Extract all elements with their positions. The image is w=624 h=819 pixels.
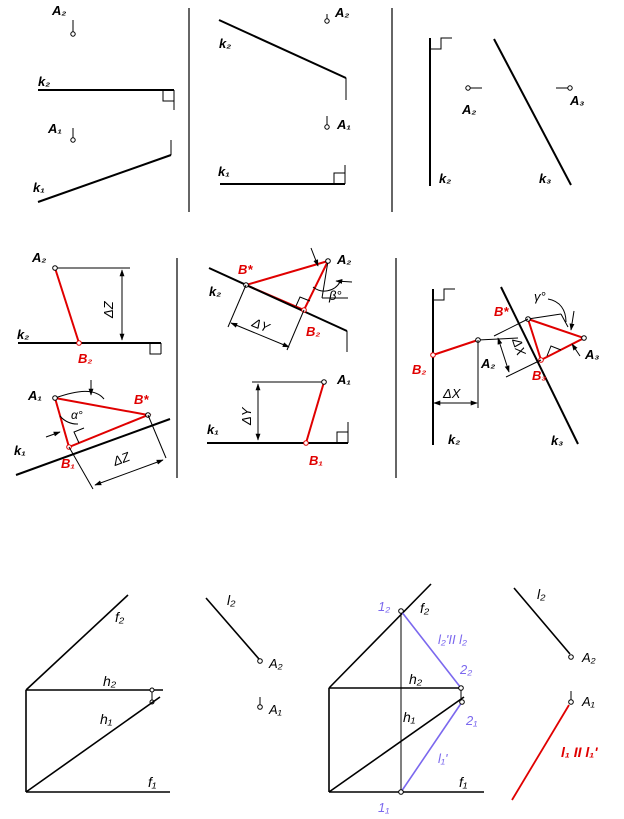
label-B3: B₃ <box>532 368 547 383</box>
label-B2: B₂ <box>412 362 427 377</box>
label-k1: k₁ <box>207 422 219 437</box>
point-A2 <box>258 659 263 664</box>
panel-bottom-2 <box>206 592 283 717</box>
label-B1: B₁ <box>61 456 75 471</box>
point-A2 <box>53 266 58 271</box>
label-A3: A₃ <box>570 93 585 108</box>
point-B2 <box>431 353 436 358</box>
label-A1: A₁ <box>337 372 351 387</box>
point-A1 <box>569 700 574 705</box>
label-A2: A₂ <box>582 650 596 665</box>
label-2-1: 2₁ <box>466 713 478 728</box>
label-k1: k₁ <box>218 164 230 179</box>
label-gamma: γ° <box>534 289 546 304</box>
arrow-gamma-top <box>571 311 574 330</box>
point-1-1 <box>399 790 404 795</box>
label-B2: B₂ <box>78 351 93 366</box>
label-dX-side: ΔX <box>509 336 529 358</box>
arrow-gamma-bottom <box>572 344 580 356</box>
line-k1 <box>38 155 171 202</box>
label-1-1: 1₁ <box>378 800 390 815</box>
panel-mid-3 <box>412 287 599 448</box>
panel-top-3 <box>430 38 584 186</box>
panel-top-1 <box>33 3 174 202</box>
label-A2: A₂ <box>481 356 496 371</box>
triangle-Bstar-A3-B3 <box>528 319 584 360</box>
point-A2 <box>71 32 75 36</box>
label-l1-prime: l₁' <box>438 751 448 766</box>
label-A3: A₃ <box>585 347 600 362</box>
point-A1 <box>325 125 329 129</box>
label-dZ-top: ΔZ <box>110 449 132 469</box>
extension-B2 <box>287 310 304 350</box>
label-f2: f₂ <box>115 609 125 625</box>
label-A2: A₂ <box>269 656 283 671</box>
label-k2: k₂ <box>439 171 452 186</box>
label-1-2: 1₂ <box>378 599 391 614</box>
label-A2: A₂ <box>335 5 350 20</box>
segment-A1B1 <box>306 382 324 443</box>
arrow-beta-top <box>311 248 318 266</box>
label-Bstar: B* <box>238 262 253 277</box>
arrow-beta-right <box>336 281 352 282</box>
extension-Bstar <box>228 285 246 327</box>
label-k1: k₁ <box>14 443 26 458</box>
point-A1 <box>71 138 75 142</box>
segment-A2B2 <box>55 268 79 343</box>
label-dZ-front: ΔZ <box>101 301 116 318</box>
label-h1: h₁ <box>403 709 416 725</box>
label-2-2: 2₂ <box>460 662 473 677</box>
label-l2-parallel: l₂'II l₂ <box>438 632 468 647</box>
label-B1: B₁ <box>309 453 323 468</box>
label-l2: l₂ <box>537 586 546 602</box>
label-k2: k₂ <box>219 36 232 51</box>
point-A1 <box>322 380 327 385</box>
point-A3 <box>568 86 572 90</box>
angle-alpha-arc-outer <box>55 391 104 399</box>
point-2-1 <box>460 700 465 705</box>
gamma-base <box>528 314 561 319</box>
point-1-2 <box>399 609 404 614</box>
point-B2 <box>77 341 82 346</box>
label-h2: h₂ <box>409 671 423 687</box>
label-k3: k₃ <box>551 433 564 448</box>
line-k2 <box>219 20 346 78</box>
label-f1: f₁ <box>148 774 157 790</box>
label-A2: A₂ <box>337 252 352 267</box>
line-h1 <box>26 697 160 792</box>
point-A2 <box>466 86 470 90</box>
label-A2: A₂ <box>52 3 67 18</box>
label-f2: f₂ <box>420 600 430 616</box>
segment-B2-A2 <box>433 340 478 355</box>
point-A1 <box>53 396 58 401</box>
label-f1: f₁ <box>459 774 468 790</box>
label-k2: k₂ <box>209 284 222 299</box>
label-A1: A₁ <box>337 117 351 132</box>
panel-mid-2 <box>207 248 352 468</box>
right-angle-k1 <box>334 173 345 184</box>
label-k3: k₃ <box>539 171 552 186</box>
label-dX-front: ΔX <box>443 386 461 401</box>
label-A2: A₂ <box>462 102 477 117</box>
label-Bstar: B* <box>134 392 149 407</box>
line-k1 <box>16 419 170 475</box>
dim-dX-side <box>498 338 509 372</box>
panel-bottom-1 <box>26 595 170 792</box>
point-B1 <box>304 441 309 446</box>
panel-bottom-4 <box>512 586 598 800</box>
label-h1: h₁ <box>100 711 113 727</box>
right-angle-k2 <box>163 90 174 101</box>
point-A2 <box>569 655 574 660</box>
point-2-2 <box>459 686 464 691</box>
panel-mid-1 <box>14 250 170 489</box>
line-k3 <box>501 287 578 444</box>
label-A2: A₂ <box>32 250 47 265</box>
label-A1: A₁ <box>269 702 282 717</box>
right-angle-k1 <box>337 432 348 443</box>
point-A1 <box>258 705 263 710</box>
label-beta: β° <box>329 288 342 303</box>
point-A2 <box>326 259 331 264</box>
line-k3 <box>494 39 571 185</box>
label-k2: k₂ <box>38 74 51 89</box>
point-h2-end <box>150 688 154 692</box>
label-dY-top: ΔY <box>239 407 254 425</box>
label-alpha: α° <box>71 408 83 422</box>
label-k1: k₁ <box>33 180 45 195</box>
label-A1: A₁ <box>582 694 595 709</box>
label-A1: A₁ <box>28 388 42 403</box>
label-B2: B₂ <box>306 324 321 339</box>
label-l2: l₂ <box>227 592 236 608</box>
line-h1 <box>329 697 464 792</box>
label-k2: k₂ <box>17 327 30 342</box>
gamma-ray <box>561 314 568 327</box>
right-angle-k2 <box>430 38 452 49</box>
label-Bstar: B* <box>494 304 509 319</box>
point-A2 <box>325 19 329 23</box>
label-l1-parallel: l₁ II l₁' <box>561 744 598 760</box>
label-k2: k₂ <box>448 432 461 447</box>
right-angle-k2 <box>433 289 455 300</box>
line-k2 <box>209 268 347 331</box>
right-angle-k2 <box>150 343 161 354</box>
panel-top-2 <box>218 5 351 184</box>
panel-bottom-3 <box>329 584 484 815</box>
label-h2: h₂ <box>103 673 117 689</box>
point-A3 <box>582 336 587 341</box>
label-dY-front: ΔY <box>249 314 272 336</box>
label-A1: A₁ <box>48 121 62 136</box>
arrow-alpha-left <box>46 432 60 437</box>
